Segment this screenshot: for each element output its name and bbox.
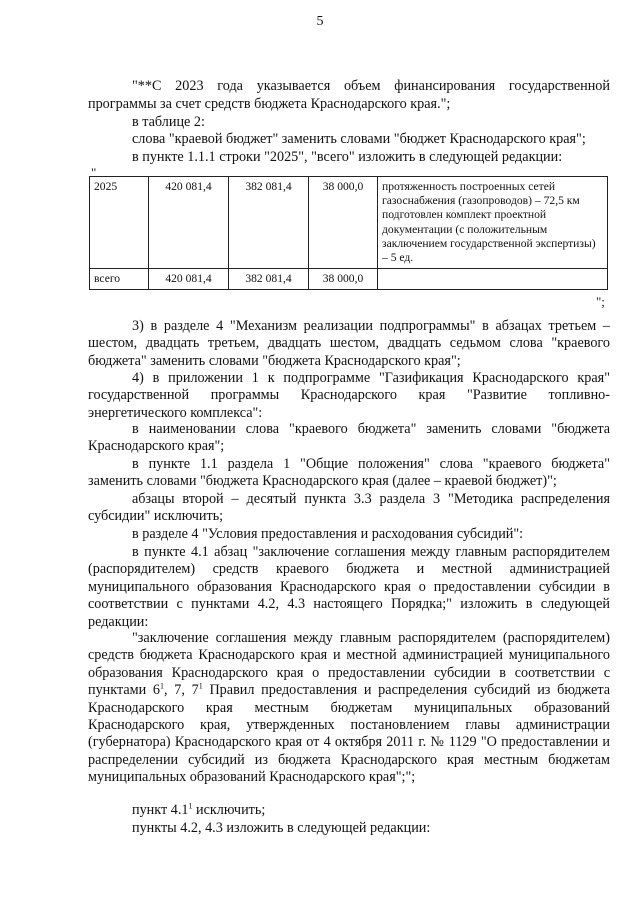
amendment-table — [89, 176, 608, 290]
name-words-paragraph: в наименовании слова "краевого бюджета" заменить словами "бюджета Краснодарского края"; — [88, 421, 610, 455]
appendix1-paragraph: 4) в приложении 1 к подпрограмме "Газификация Краснодарского края" государственной программы Краснодарского края "Развитие топливно-энергетического комплекса": — [88, 370, 610, 421]
close-quote: "; — [596, 294, 605, 309]
table-cell-regional: 382 081,4 — [229, 269, 309, 290]
table-cell-total: 420 081,4 — [149, 177, 229, 269]
table-cell-description — [378, 269, 608, 290]
table-row — [90, 177, 608, 269]
new-wording-part-b: , 7, 7 — [164, 682, 199, 699]
point-41-paragraph: в пункте 4.1 абзац "заключение соглашения между главным распорядителем (распорядителем) средств краевого бюджета и местной администрацией муниципального образования Краснодарского края о предоставлении субсидии в соответствии с пунктами 4.2, 4.3 настоящего Порядка;" изложить в следующей редакции: — [88, 544, 610, 630]
point-411-action: исключить; — [192, 802, 266, 818]
superscript-1: 1 — [160, 681, 165, 691]
new-wording-part-c: Правил предоставления и распределения субсидий из бюджета Краснодарского края местным бюджетам муниципальных образований Краснодарского края, утвержденных постановлением главы администрации (губернатора) Краснодарского края от 4 октября 2011 г. № 1129 "О предоставлении и распределении субсидий из бюджета Краснодарского края местным бюджетам муниципальных образований Краснодарского края";"; — [88, 682, 611, 786]
replace-words-paragraph: слова "краевой бюджет" заменить словами "бюджет Краснодарского края"; — [132, 131, 586, 147]
superscript-1: 1 — [188, 801, 193, 811]
table-cell-description: протяженность построенных сетей газоснабжения (газопроводов) – 72,5 км подготовлен комплект проектной документации (с положительным заключением государственной экспертизы) – 5 ед. — [378, 177, 608, 269]
section4-conditions-heading: в разделе 4 "Условия предоставления и расходования субсидий": — [132, 526, 524, 542]
page-number: 5 — [316, 14, 324, 29]
section4-mechanism-paragraph: 3) в разделе 4 "Механизм реализации подпрограммы" в абзацах третьем – шестом, двадцать третьем, двадцать шестом, двадцать седьмом слова "краевого бюджета" заменить словами "бюджета Краснодарского края"; — [88, 318, 610, 369]
point-411-label: пункт 4.1 — [132, 802, 189, 818]
open-quote: " — [91, 165, 97, 180]
point-111-paragraph: в пункте 1.1.1 строки "2025", "всего" изложить в следующей редакции: — [132, 149, 563, 165]
footnote-paragraph-line2: программы за счет средств бюджета Краснодарского края."; — [88, 96, 451, 112]
superscript-1: 1 — [198, 681, 203, 691]
point-11-paragraph: в пункте 1.1 раздела 1 "Общие положения" слова "краевого бюджета" заменить словами "бюджета Краснодарского края (далее – краевой бюджет)"; — [88, 456, 610, 490]
table-cell-year: всего — [90, 269, 149, 290]
table-cell-regional: 382 081,4 — [229, 177, 309, 269]
paragraphs-exclude: абзацы второй – десятый пункта 3.3 раздела 3 "Методика распределения субсидии" исключить; — [88, 491, 610, 525]
points-42-43-paragraph: пункты 4.2, 4.3 изложить в следующей редакции: — [132, 820, 431, 836]
table-row — [90, 269, 608, 290]
point-411-exclude — [88, 802, 610, 819]
table-cell-federal: 38 000,0 — [309, 269, 378, 290]
new-wording-part-a: "заключение соглашения между главным распорядителем (распорядителем) средств бюджета Краснодарского края и местной администрацией муниципального образования Краснодарского края о предоставлении субсидии в соответствии с пунктами 6 — [88, 630, 610, 699]
footnote-paragraph-line1: "**С 2023 года указывается объем финансирования государственной — [132, 78, 610, 94]
new-wording-paragraph — [88, 630, 610, 787]
table-cell-year: 2025 — [90, 177, 149, 269]
table-cell-total: 420 081,4 — [149, 269, 229, 290]
table2-heading: в таблице 2: — [132, 114, 205, 130]
table-cell-federal: 38 000,0 — [309, 177, 378, 269]
